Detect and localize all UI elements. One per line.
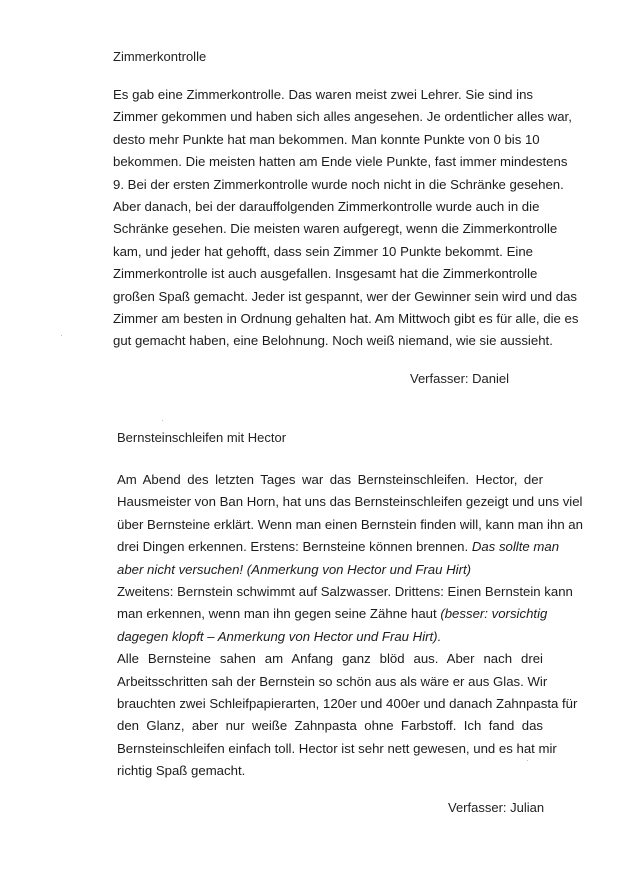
text-line (117, 648, 543, 670)
paragraph-bernsteinschleifen (117, 469, 583, 782)
text-segment: Aber danach, bei der darauffolgenden Zimmerkontrolle wurde auch in die (113, 198, 540, 214)
text-segment: großen Spaß gemacht. Jeder ist gespannt, wer der Gewinner sein wird und das (113, 288, 578, 304)
text-line (117, 559, 543, 581)
text-line (117, 581, 573, 603)
text-line (113, 174, 564, 196)
text-segment: über Bernsteine erklärt. Wenn man einen Bernstein finden will, kann man ihn an (117, 516, 583, 532)
text-segment: gut gemacht haben, eine Belohnung. Noch weiß niemand, wie sie aussieht. (113, 333, 553, 349)
italic-annotation: (besser: vorsichtig (440, 606, 548, 622)
text-line (117, 603, 548, 625)
text-line (117, 738, 557, 760)
scan-speck (162, 420, 163, 421)
text-segment: 9. Bei der ersten Zimmerkontrolle wurde noch nicht in die Schränke gesehen. (113, 176, 564, 192)
text-line (117, 760, 543, 782)
italic-annotation: aber nicht versuchen! (Anmerkung von Hector und Frau Hirt) (117, 561, 472, 577)
text-segment: richtig Spaß gemacht. (117, 763, 246, 779)
text-segment: Zimmer gekommen und haben sich alles angesehen. Je ordentlicher alles war, (113, 109, 572, 125)
text-line (113, 308, 579, 330)
text-segment: Arbeitsschritten sah der Bernstein so schön aus als wäre er aus Glas. Wir (117, 673, 548, 689)
italic-annotation: Das sollte man (471, 539, 560, 555)
scan-speck (61, 335, 62, 336)
text-segment: brauchten zwei Schleifpapierarten, 120er und 400er und danach Zahnpasta für (117, 695, 578, 711)
text-segment: Alle Bernsteine sahen am Anfang ganz blöd aus. Aber nach drei (117, 651, 543, 667)
text-line (113, 106, 572, 128)
text-line (113, 218, 558, 240)
text-segment: man erkennen, wenn man ihn gegen seine Zähne haut (117, 606, 441, 622)
text-segment: Zweitens: Bernstein schwimmt auf Salzwasser. Drittens: Einen Bernstein kann (117, 583, 573, 599)
text-segment: Schränke gesehen. Die meisten waren aufgeregt, wenn die Zimmerkontrolle (113, 221, 558, 237)
text-segment: Zimmerkontrolle ist auch ausgefallen. Insgesamt hat die Zimmerkontrolle (113, 266, 538, 282)
text-segment: kam, und jeder hat gehofft, dass sein Zimmer 10 Punkte bekommt. Eine (113, 243, 533, 259)
text-line (113, 151, 568, 173)
text-segment: Zimmer am besten in Ordnung gehalten hat. Am Mittwoch gibt es für alle, die es (113, 310, 579, 326)
text-line (113, 286, 578, 308)
text-segment: bekommen. Die meisten hatten am Ende viele Punkte, fast immer mindestens (113, 154, 568, 170)
text-segment: desto mehr Punkte hat man bekommen. Man konnte Punkte von 0 bis 10 (113, 131, 540, 147)
text-segment: den Glanz, aber nur weiße Zahnpasta ohne Farbstoff. Ich fand das (117, 718, 543, 734)
text-segment: Hausmeister von Ban Horn, hat uns das Bernsteinschleifen gezeigt und uns viel (117, 494, 583, 510)
text-segment: drei Dingen erkennen. Erstens: Bernsteine können brennen. (117, 539, 472, 555)
section-title-bernsteinschleifen: Bernsteinschleifen mit Hector (117, 430, 287, 445)
text-segment: Bernsteinschleifen einfach toll. Hector ist sehr nett gewesen, und es hat mir (117, 740, 557, 756)
text-line (113, 241, 533, 263)
author-signature-julian: Verfasser: Julian (448, 800, 545, 815)
text-line (113, 263, 538, 285)
text-line (113, 129, 540, 151)
section-title-zimmerkontrolle: Zimmerkontrolle (113, 49, 207, 64)
text-line (117, 536, 560, 558)
text-line (117, 469, 543, 491)
text-segment: Es gab eine Zimmerkontrolle. Das waren meist zwei Lehrer. Sie sind ins (113, 87, 533, 102)
text-line (117, 514, 583, 536)
text-line (113, 330, 553, 352)
text-line (117, 715, 543, 737)
text-line (113, 84, 533, 106)
author-signature-daniel: Verfasser: Daniel (410, 371, 509, 386)
italic-annotation: dagegen klopft – Anmerkung von Hector und Frau Hirt). (117, 628, 442, 644)
text-line (113, 196, 540, 218)
paragraph-zimmerkontrolle (113, 84, 579, 353)
text-line (117, 693, 578, 715)
scan-speck (527, 760, 528, 761)
text-segment: Am Abend des letzten Tages war das Bernsteinschleifen. Hector, der (117, 472, 543, 487)
text-line (117, 491, 583, 513)
text-line (117, 671, 548, 693)
text-line (117, 626, 543, 648)
